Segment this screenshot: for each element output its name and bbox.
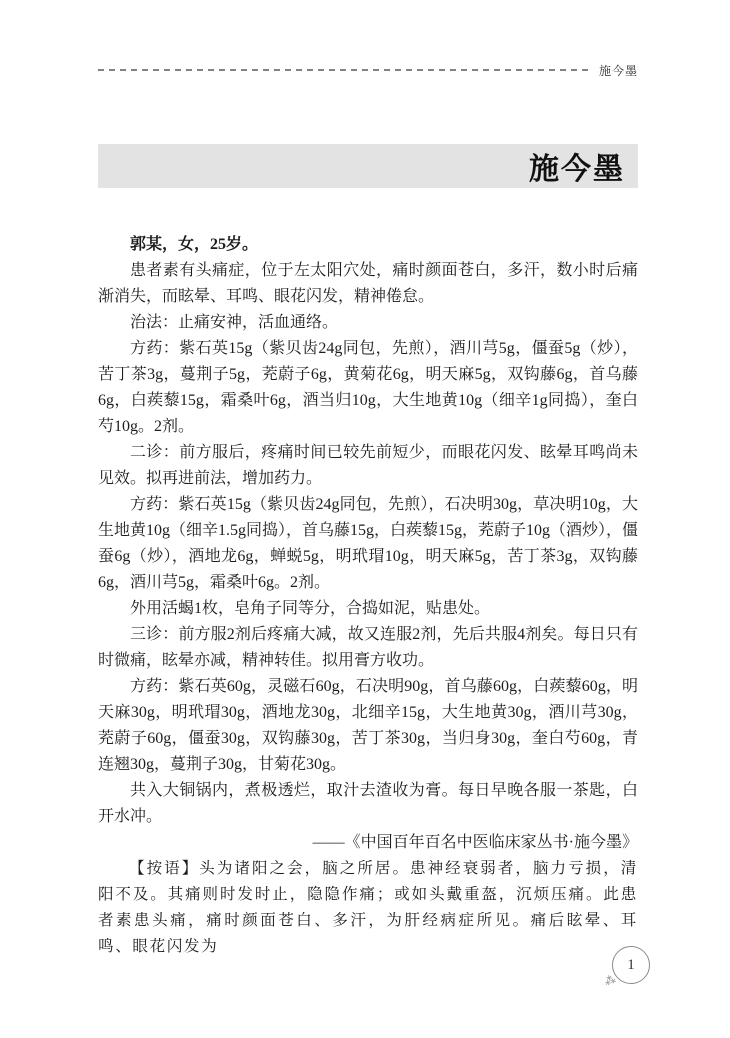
second-visit: 二诊：前方服后，疼痛时间已较先前短少，而眼花闪发、眩晕耳鸣尚未见效。拟再进前法，增加药力。 xyxy=(98,444,638,487)
case-header: 郭某，女，25岁。 xyxy=(130,236,259,253)
treatment-principle: 治法：止痛安神，活血通络。 xyxy=(130,314,339,331)
running-head xyxy=(98,63,638,77)
case-history: 患者素有头痛症，位于左太阳穴处，痛时颜面苍白，多汗，数小时后痛渐消失，而眩晕、耳鸣、眼花闪发，精神倦怠。 xyxy=(98,262,638,305)
chapter-title: 施今墨 xyxy=(529,153,625,186)
flourish-ornament: ⁂ xyxy=(603,973,618,989)
source-citation: ——《中国百年百名中医临床家丛书·施今墨》 xyxy=(312,834,638,851)
chapter-banner xyxy=(98,144,638,188)
running-title: 施今墨 xyxy=(598,63,638,78)
prescription-2: 方药：紫石英15g（紫贝齿24g同包，先煎），石决明30g，草决明10g，大生地黄10g（细辛1.5g同捣），首乌藤15g，白蒺藜15g，茺蔚子10g（酒炒），僵蚕6g（炒），酒地龙6g，蝉蜕5g，明玳瑁10g，明天麻5g，苦丁茶3g，双钩藤6g，酒川芎5g，霜桑叶6g。2剂。 xyxy=(98,496,639,591)
page-number: 1 xyxy=(627,956,635,973)
prescription-1: 方药：紫石英15g（紫贝齿24g同包，先煎），酒川芎5g，僵蚕5g（炒），苦丁茶3g，蔓荆子5g，茺蔚子6g，黄菊花6g，明天麻5g，双钩藤6g，首乌藤6g，白蒺藜15g，霜桑叶6g，酒当归10g，大生地黄10g（细辛1g同捣），奎白芍10g。2剂。 xyxy=(98,340,638,435)
page-number-circle xyxy=(603,946,650,989)
prescription-3: 方药：紫石英60g，灵磁石60g，石决明90g，首乌藤60g，白蒺藜60g，明天麻30g，明玳瑁30g，酒地龙30g，北细辛15g，大生地黄30g，酒川芎30g，茺蔚子60g，僵蚕30g，双钩藤30g，苦丁茶30g，当归身30g，奎白芍60g，青连翘30g，蔓荆子30g，甘菊花30g。 xyxy=(98,678,638,773)
body-text xyxy=(98,232,638,960)
preparation-instructions: 共入大铜锅内，煮极透烂，取汁去渣收为膏。每日早晚各服一茶匙，白开水冲。 xyxy=(98,782,638,825)
third-visit: 三诊：前方服2剂后疼痛大减，故又连服2剂，先后共服4剂矣。每日只有时微痛，眩晕亦减，精神转佳。拟用膏方收功。 xyxy=(98,626,638,669)
editor-annotation: 【按语】头为诸阳之会，脑之所居。患神经衰弱者，脑力亏损，清阳不及。其痛则时发时止，隐隐作痛；或如头戴重盔，沉烦压痛。此患者素患头痛，痛时颜面苍白、多汗，为肝经病症所见。痛后眩晕、耳鸣、眼花闪发为 xyxy=(98,860,638,955)
header-dashed-rule xyxy=(98,69,590,71)
external-treatment: 外用活蝎1枚，皂角子同等分，合捣如泥，贴患处。 xyxy=(130,600,491,617)
